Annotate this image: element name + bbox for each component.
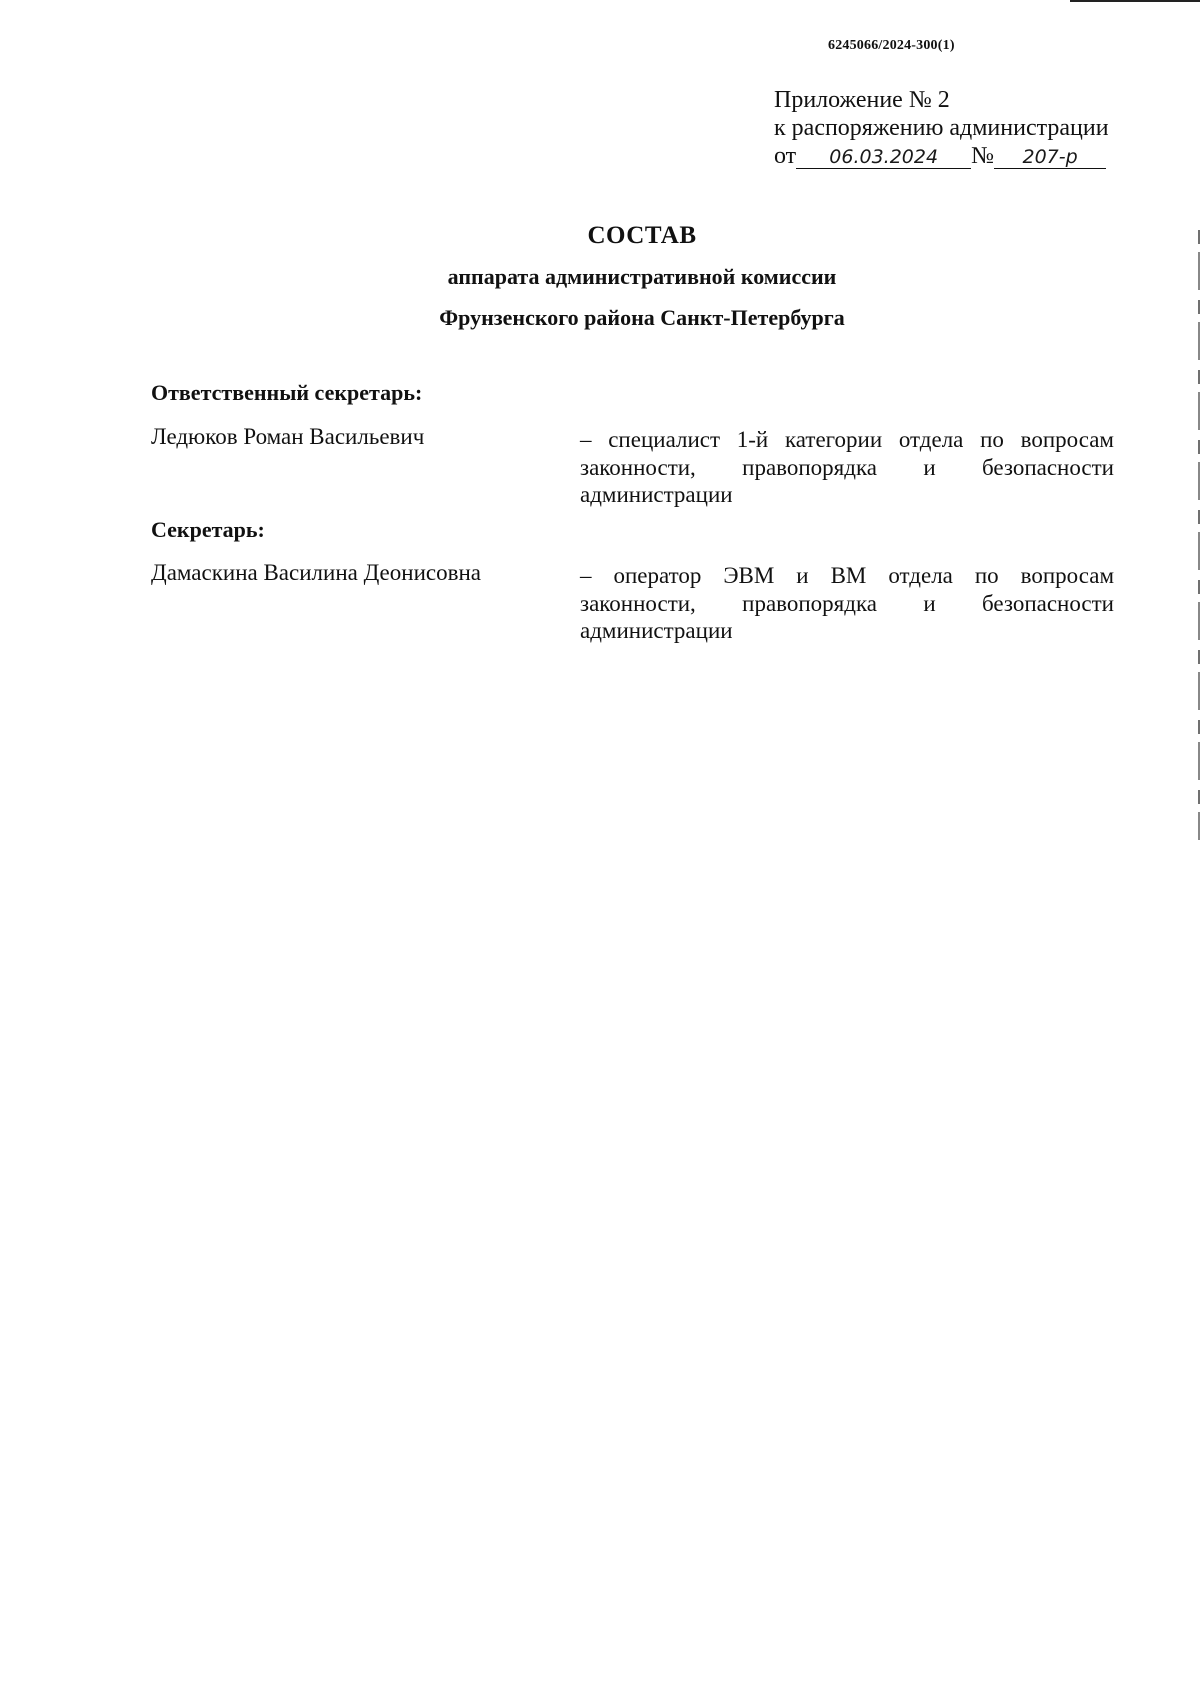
scan-artifact-top	[1070, 0, 1200, 2]
member-name: Ледюков Роман Васильевич	[151, 424, 425, 449]
number-prefix: №	[971, 143, 995, 169]
role-label: Секретарь:	[151, 517, 265, 542]
member-name: Дамаскина Василина Деонисовна	[151, 560, 481, 585]
appendix-date-line	[774, 142, 1109, 170]
appendix-reference: к распоряжению администрации	[774, 115, 1109, 141]
date-prefix: от	[774, 143, 797, 169]
member-position: – специалист 1-й категории отдела по вопросам законности, правопорядка и безопасности администрации	[580, 427, 1114, 507]
document-subtitle-2: Фрунзенского района Санкт-Петербурга	[439, 305, 845, 330]
member-position: – оператор ЭВМ и ВМ отдела по вопросам законности, правопорядка и безопасности администрации	[580, 563, 1114, 643]
appendix-title: Приложение № 2	[774, 87, 950, 113]
role-label: Ответственный секретарь:	[151, 380, 423, 405]
appendix-block	[774, 86, 1109, 170]
document-subtitle-1: аппарата административной комиссии	[447, 264, 837, 289]
registration-number: 6245066/2024-300(1)	[828, 38, 955, 53]
handwritten-number: 207-р	[994, 146, 1106, 169]
document-title: СОСТАВ	[587, 222, 697, 249]
handwritten-date: 06.03.2024	[796, 146, 971, 169]
